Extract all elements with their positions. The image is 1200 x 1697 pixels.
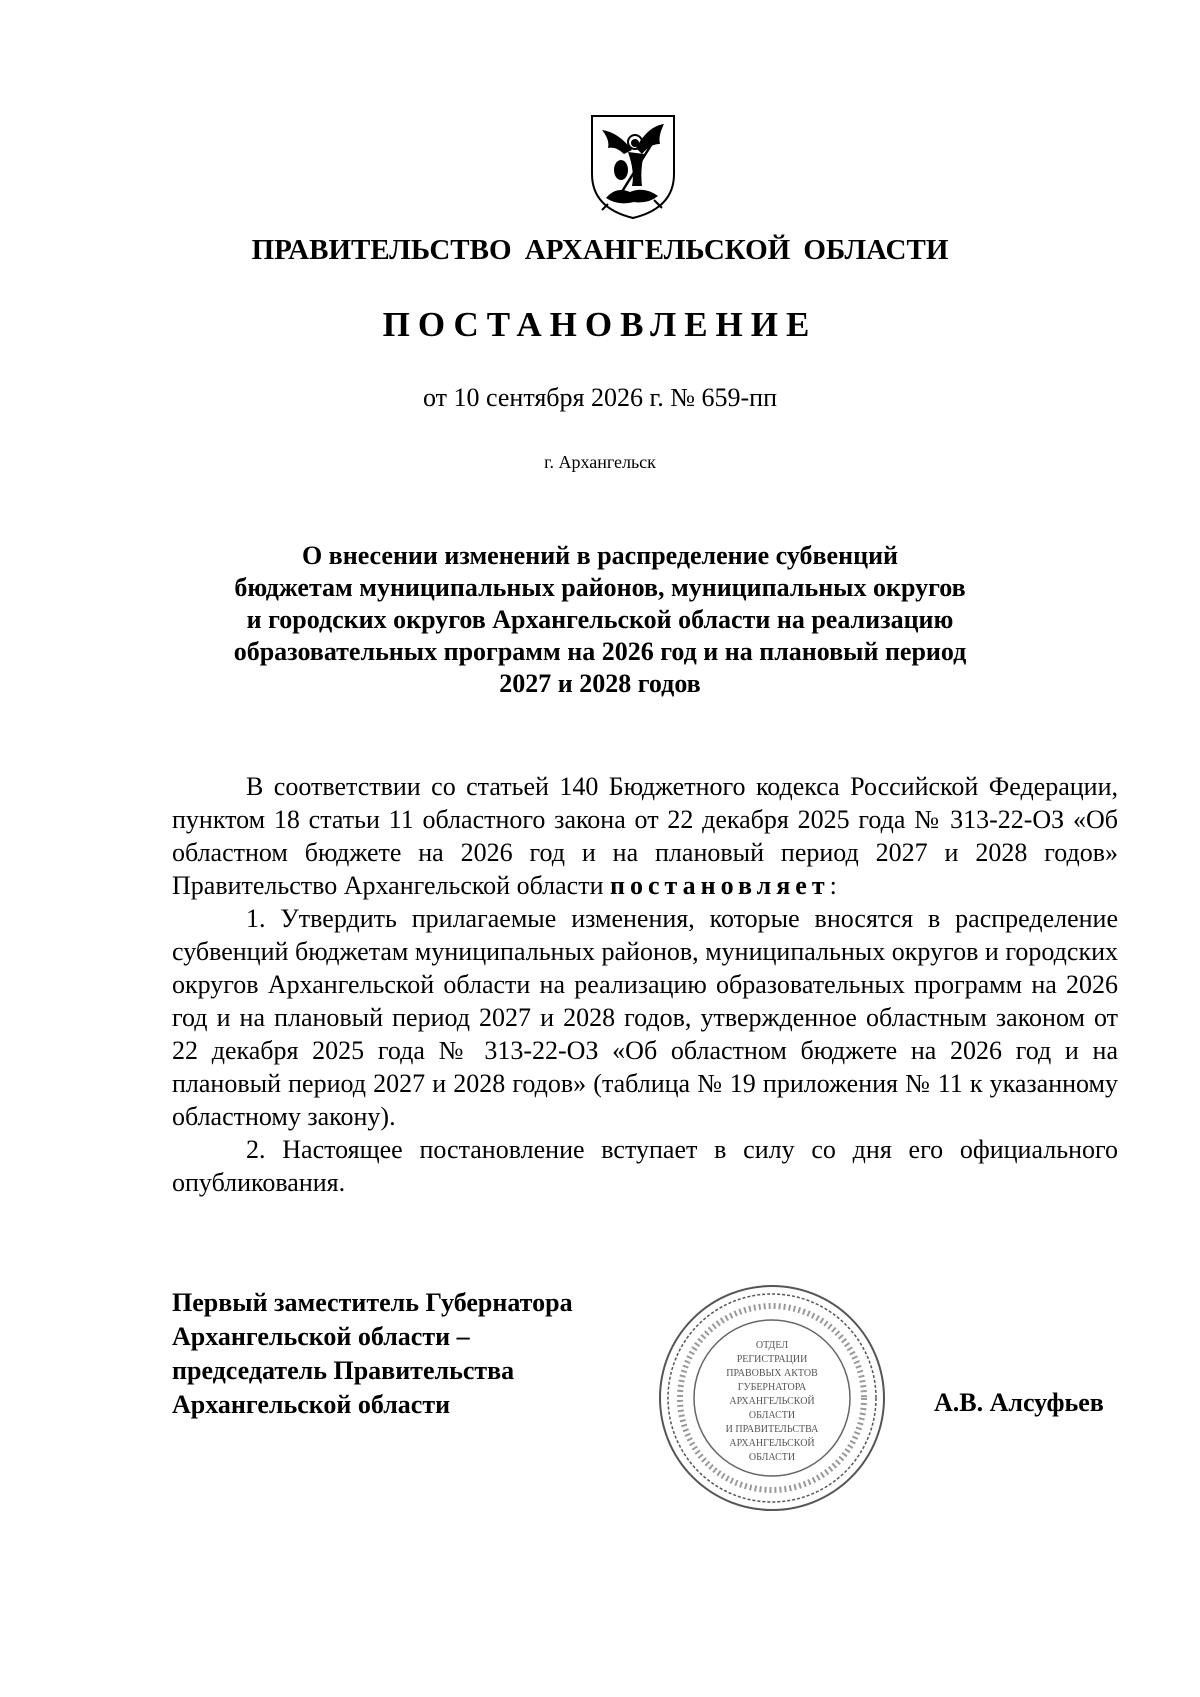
item-2-text: 2. Настоящее постановление вступает в силу со дня его официального опубликования.: [172, 1135, 1118, 1197]
arkhangelsk-coat-of-arms-icon: [588, 112, 678, 222]
item-1-text: 1. Утвердить прилагаемые изменения, которые вносятся в распределение субвенций бюджетам муниципальных районов, муниципальных округов и городских округов Архангельской области на реализацию образовательных программ на 2026 год и на плановый период 2027 и 2028 годов, утвержденное областным законом от 22 декабря 2025 года № 313-22-ОЗ «Об областном бюджете на 2026 год и на плановый период 2027 и 2028 годов» (таблица № 19 приложения № 11 к указанному областному закону).: [172, 904, 1118, 1131]
signer-position-line: Архангельской области: [172, 1390, 451, 1419]
svg-text:И ПРАВИТЕЛЬСТВА: И ПРАВИТЕЛЬСТВА: [725, 1424, 819, 1435]
signer-position: [172, 1286, 573, 1422]
svg-text:ОБЛАСТИ: ОБЛАСТИ: [748, 1410, 796, 1421]
heading-line: образовательных программ на 2026 год и на плановый период: [233, 637, 967, 666]
decides-word: постановляет: [610, 871, 830, 900]
svg-text:АРХАНГЕЛЬСКОЙ: АРХАНГЕЛЬСКОЙ: [729, 1396, 815, 1407]
document-city: г. Архангельск: [544, 452, 656, 472]
svg-text:ПРАВОВЫХ АКТОВ: ПРАВОВЫХ АКТОВ: [726, 1368, 818, 1379]
heading-line: 2027 и 2028 годов: [499, 669, 701, 698]
preamble-text: В соответствии со статьей 140 Бюджетного кодекса Российской Федерации, пунктом 18 статьи 11 областного закона от 22 декабря 2025 года № 313-22-ОЗ «Об областном бюджете на 2026 год и на плановый период 2027 и 2028 годов» Правительство Архангельской области: [172, 772, 1118, 900]
government-name: ПРАВИТЕЛЬСТВО АРХАНГЕЛЬСКОЙ ОБЛАСТИ: [251, 234, 949, 266]
signer-name: А.В. Алсуфьев: [934, 1388, 1104, 1417]
signer-position-line: Архангельской области –: [172, 1322, 470, 1351]
document-type: ПОСТАНОВЛЕНИЕ: [382, 305, 818, 344]
heading-line: бюджетам муниципальных районов, муниципальных округов: [234, 573, 966, 602]
heading-line: О внесении изменений в распределение субвенций: [301, 541, 899, 570]
svg-text:ГУБЕРНАТОРА: ГУБЕРНАТОРА: [737, 1382, 807, 1393]
svg-text:РЕГИСТРАЦИИ: РЕГИСТРАЦИИ: [736, 1354, 808, 1365]
item-1-paragraph: [172, 902, 1118, 1133]
svg-text:ОБЛАСТИ: ОБЛАСТИ: [748, 1452, 796, 1463]
signer-position-line: Первый заместитель Губернатора: [172, 1288, 573, 1317]
preamble-paragraph: В соответствии со статьей 140 Бюджетного кодекса Российской Федерации, пунктом 18 статьи 11 областного закона от 22 декабря 2025 года № 313-22-ОЗ «Об областном бюджете на 2026 год и на плановый период 2027 и 2028 годов» Правительство Архангельской области постановляет:: [172, 772, 1118, 900]
official-round-seal-icon: [656, 1282, 888, 1514]
document-date-number: от 10 сентября 2026 г. № 659-пп: [422, 383, 778, 412]
svg-text:АРХАНГЕЛЬСКОЙ: АРХАНГЕЛЬСКОЙ: [729, 1438, 815, 1449]
document-heading: [0, 540, 1200, 700]
item-2-paragraph: [172, 1133, 1118, 1199]
signer-position-line: председатель Правительства: [172, 1356, 515, 1385]
heading-line: и городских округов Архангельской области на реализацию: [246, 605, 954, 634]
svg-text:ОТДЕЛ: ОТДЕЛ: [755, 1340, 789, 1351]
